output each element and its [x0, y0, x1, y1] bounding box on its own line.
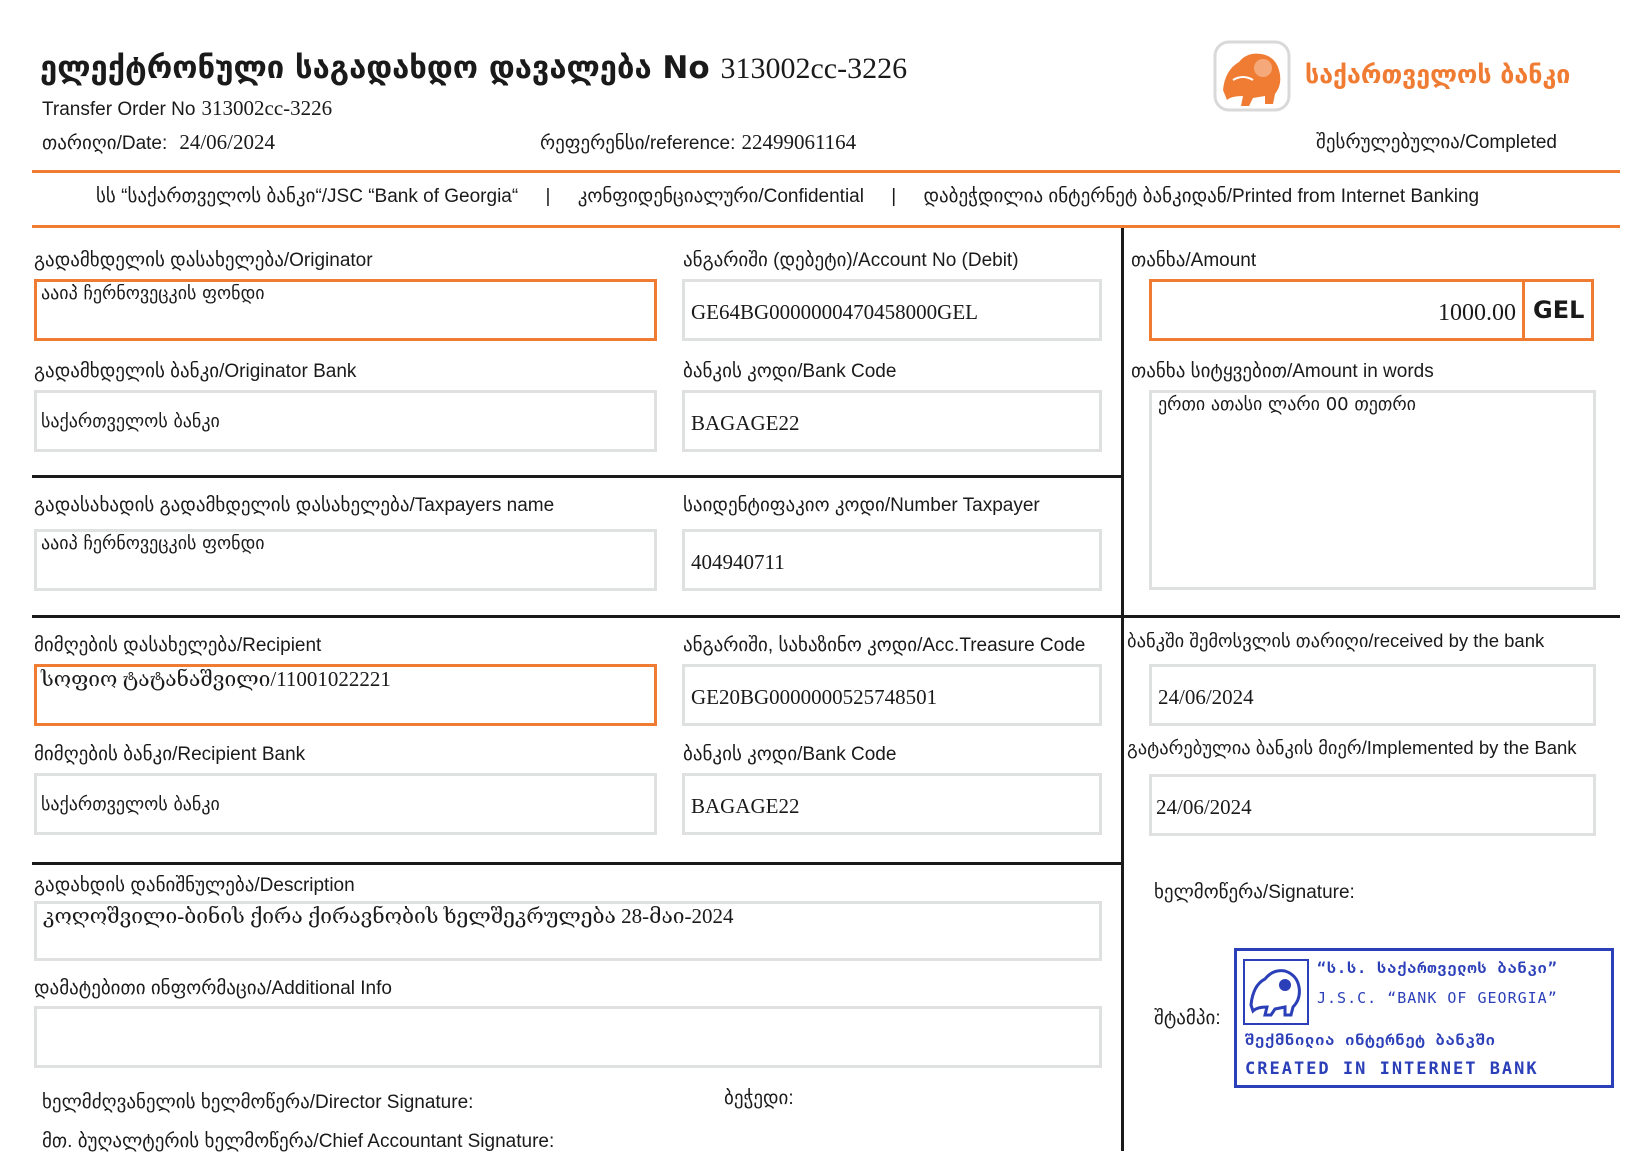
- stamp-label: შტამპი:: [1154, 1008, 1221, 1029]
- date-label: თარიღი/Date:: [42, 133, 168, 154]
- recipient-value: სოფიო ტატანაშვილი/11001022221: [41, 667, 391, 691]
- description-field: [34, 901, 1102, 961]
- section-divider-3: [32, 862, 1122, 865]
- amount-field: [1149, 279, 1525, 341]
- recipient-bank-code-label: ბანკის კოდი/Bank Code: [683, 744, 897, 765]
- section-divider-2: [32, 615, 1620, 618]
- document-title: [40, 50, 907, 86]
- transfer-order-label: Transfer Order No: [42, 99, 196, 120]
- stamp-line-4: CREATED IN INTERNET BANK: [1245, 1059, 1539, 1079]
- originator-bank-label: გადამხდელის ბანკი/Originator Bank: [34, 361, 357, 382]
- recipient-account-value: GE20BG0000000525748501: [691, 685, 938, 709]
- seal-label: ბეჭედი:: [724, 1088, 794, 1109]
- recipient-bank-label: მიმღების ბანკი/Recipient Bank: [34, 744, 306, 765]
- lion-logo-icon: [1213, 40, 1291, 112]
- recipient-account-field: [682, 664, 1102, 726]
- recipient-field: [34, 664, 657, 726]
- recipient-label: მიმღების დასახელება/Recipient: [34, 635, 322, 656]
- account-debit-label: ანგარიში (დებეტი)/Account No (Debit): [683, 250, 1019, 271]
- director-signature-label: ხელმძღვანელის ხელმოწერა/Director Signature:: [42, 1092, 474, 1113]
- additional-info-label: დამატებითი ინფორმაცია/Additional Info: [34, 978, 392, 999]
- originator-field: [34, 279, 657, 341]
- amount-words-label: თანხა სიტყვებით/Amount in words: [1131, 361, 1434, 382]
- originator-value: ააიპ ჩერნოვეცკის ფონდი: [41, 283, 265, 304]
- received-date-label: ბანკში შემოსვლის თარიღი/received by the bank: [1127, 630, 1545, 651]
- accountant-signature-label: მთ. ბუღალტერის ხელმოწერა/Chief Accountant Signature:: [42, 1131, 555, 1152]
- stamp-line-2: J.S.C. “BANK OF GEORGIA”: [1317, 989, 1558, 1007]
- amount-value: 1000.00: [1438, 300, 1516, 326]
- taxpayer-name-field: [34, 529, 657, 591]
- recipient-bank-value: საქართველოს ბანკი: [41, 794, 220, 815]
- implemented-date-value: 24/06/2024: [1156, 795, 1252, 819]
- originator-label: გადამხდელის დასახელება/Originator: [34, 250, 373, 271]
- section-divider-1: [32, 475, 1122, 478]
- banner-separator: |: [545, 186, 551, 207]
- stamp-lion-icon: [1243, 959, 1309, 1025]
- banner: [96, 185, 1479, 208]
- recipient-bank-field: [34, 773, 657, 835]
- originator-bank-value: საქართველოს ბანკი: [41, 411, 220, 432]
- transfer-order-number: 313002cc-3226: [201, 96, 333, 120]
- recipient-bank-code-value: BAGAGE22: [691, 794, 800, 818]
- status-text: შესრულებულია/Completed: [1316, 132, 1557, 153]
- taxpayer-id-field: [682, 529, 1102, 591]
- additional-info-field: [34, 1006, 1102, 1068]
- bank-stamp: [1234, 948, 1614, 1088]
- received-date-value: 24/06/2024: [1158, 685, 1254, 709]
- taxpayer-name-label: გადასახადის გადამხდელის დასახელება/Taxpayers name: [34, 495, 555, 516]
- recipient-bank-code-field: [682, 773, 1102, 835]
- title-text: ელექტრონული საგადახდო დავალება No: [40, 50, 710, 86]
- banner-separator: |: [891, 186, 897, 207]
- bank-logo: [1213, 40, 1291, 112]
- order-number: 313002cc-3226: [720, 52, 908, 85]
- description-value: კოღოშვილი-ბინის ქირა ქირავნობის ხელშეკრულება 28-მაი-2024: [43, 904, 734, 928]
- amount-label: თანხა/Amount: [1131, 250, 1257, 271]
- signature-label: ხელმოწერა/Signature:: [1154, 882, 1355, 903]
- transfer-order: [42, 96, 332, 121]
- stamp-line-1: “ს.ს. საქართველოს ბანკი”: [1317, 959, 1558, 977]
- taxpayer-name-value: ააიპ ჩერნოვეცკის ფონდი: [41, 533, 265, 554]
- bank-name: საქართველოს ბანკი: [1305, 60, 1571, 89]
- banner-printed: დაბეჭდილია ინტერნეტ ბანკიდან/Printed from Internet Banking: [923, 186, 1480, 207]
- originator-bank-code-label: ბანკის კოდი/Bank Code: [683, 361, 897, 382]
- amount-words-value: ერთი ათასი ლარი 00 თეთრი: [1158, 394, 1416, 415]
- order-date: [42, 130, 275, 155]
- currency-value: GEL: [1533, 296, 1585, 324]
- column-divider: [1121, 228, 1124, 1151]
- banner-bottom-line: [32, 225, 1620, 228]
- reference-label: რეფერენსი/reference:: [540, 133, 736, 154]
- implemented-date-field: [1149, 774, 1596, 836]
- originator-bank-code-value: BAGAGE22: [691, 411, 800, 435]
- originator-bank-code-field: [682, 390, 1102, 452]
- currency-field: [1522, 279, 1594, 341]
- banner-bank-line: სს “საქართველოს ბანკი“/JSC “Bank of Georgia“: [96, 186, 519, 207]
- description-label: გადახდის დანიშნულება/Description: [34, 875, 355, 896]
- stamp-lion-graphic-icon: [1245, 961, 1303, 1019]
- originator-bank-field: [34, 390, 657, 452]
- implemented-date-label: გატარებულია ბანკის მიერ/Implemented by the Bank: [1127, 737, 1577, 758]
- account-debit-value: GE64BG0000000470458000GEL: [691, 300, 978, 324]
- reference: [540, 130, 856, 155]
- stamp-line-3: შექმნილია ინტერნეტ ბანკში: [1245, 1031, 1496, 1049]
- banner-confidential: კონფიდენციალური/Confidential: [577, 186, 864, 207]
- received-date-field: [1149, 664, 1596, 726]
- account-debit-field: [682, 279, 1102, 341]
- reference-value: 22499061164: [741, 130, 857, 154]
- recipient-account-label: ანგარიში, სახაზინო კოდი/Acc.Treasure Code: [683, 635, 1086, 656]
- taxpayer-id-label: საიდენტიფაკიო კოდი/Number Taxpayer: [683, 495, 1040, 516]
- taxpayer-id-value: 404940711: [691, 550, 785, 574]
- amount-words-field: [1149, 390, 1596, 590]
- date-value: 24/06/2024: [179, 130, 275, 154]
- banner-top-line: [32, 170, 1620, 173]
